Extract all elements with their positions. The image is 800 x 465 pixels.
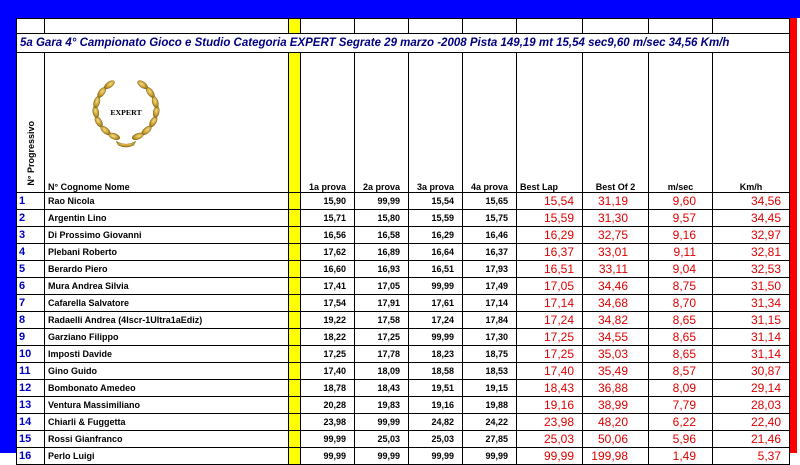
row-name: Di Prossimo Giovanni [45,227,289,244]
table-row [17,380,790,397]
row-kmh: 31,50 [713,278,790,295]
row-prova-4: 18,75 [463,346,517,363]
row-best-of-2: 34,46 [583,278,649,295]
row-prova-2: 18,43 [355,380,409,397]
row-prova-3: 18,23 [409,346,463,363]
row-number: 14 [17,414,45,431]
row-best-of-2: 32,75 [583,227,649,244]
header-kmh: Km/h [713,53,790,193]
row-msec: 8,65 [649,329,713,346]
row-prova-2: 17,78 [355,346,409,363]
row-best-of-2: 199,98 [583,448,649,465]
row-number: 3 [17,227,45,244]
row-number: 13 [17,397,45,414]
row-best-of-2: 33,11 [583,261,649,278]
row-best-of-2: 35,49 [583,363,649,380]
row-prova-3: 16,64 [409,244,463,261]
row-prova-1: 17,62 [301,244,355,261]
row-number: 16 [17,448,45,465]
row-name: Ventura Massimiliano [45,397,289,414]
row-kmh: 31,34 [713,295,790,312]
row-kmh: 32,53 [713,261,790,278]
row-prova-3: 25,03 [409,431,463,448]
yellow-column [289,448,301,465]
yellow-column [289,397,301,414]
row-prova-4: 17,14 [463,295,517,312]
row-msec: 8,65 [649,346,713,363]
row-best-lap: 15,59 [517,210,583,227]
blank-row [17,19,790,34]
row-prova-2: 16,89 [355,244,409,261]
yellow-column [289,431,301,448]
row-msec: 1,49 [649,448,713,465]
row-best-lap: 17,05 [517,278,583,295]
row-prova-2: 16,58 [355,227,409,244]
header-prova-1: 1a prova [301,53,355,193]
row-prova-3: 15,59 [409,210,463,227]
row-best-lap: 15,54 [517,193,583,210]
row-prova-1: 17,41 [301,278,355,295]
row-number: 15 [17,431,45,448]
row-best-lap: 17,24 [517,312,583,329]
row-prova-2: 99,99 [355,414,409,431]
row-prova-4: 17,30 [463,329,517,346]
row-prova-4: 16,37 [463,244,517,261]
table-row [17,261,790,278]
row-prova-3: 16,29 [409,227,463,244]
row-prova-1: 17,40 [301,363,355,380]
table-row [17,210,790,227]
row-best-lap: 19,16 [517,397,583,414]
table-row [17,431,790,448]
row-prova-2: 17,91 [355,295,409,312]
row-name: Perlo Luigi [45,448,289,465]
row-prova-4: 18,53 [463,363,517,380]
row-prova-3: 99,99 [409,278,463,295]
row-prova-4: 17,93 [463,261,517,278]
yellow-column [289,19,301,34]
row-number: 11 [17,363,45,380]
table-row [17,414,790,431]
yellow-column [289,363,301,380]
row-msec: 9,04 [649,261,713,278]
row-name: Rao Nicola [45,193,289,210]
row-best-lap: 17,14 [517,295,583,312]
row-prova-3: 99,99 [409,448,463,465]
row-prova-1: 16,56 [301,227,355,244]
header-progressivo [17,53,45,193]
row-prova-1: 17,54 [301,295,355,312]
row-name: Mura Andrea Silvia [45,278,289,295]
row-msec: 9,57 [649,210,713,227]
row-prova-1: 99,99 [301,448,355,465]
yellow-column [289,193,301,210]
row-best-lap: 16,29 [517,227,583,244]
row-prova-1: 15,71 [301,210,355,227]
row-number: 8 [17,312,45,329]
row-prova-2: 16,93 [355,261,409,278]
row-prova-2: 18,09 [355,363,409,380]
svg-text:EXPERT: EXPERT [110,107,142,117]
yellow-column [289,414,301,431]
row-msec: 8,65 [649,312,713,329]
table-row [17,244,790,261]
row-name: Garziano Filippo [45,329,289,346]
header-msec: m/sec [649,53,713,193]
row-prova-2: 25,03 [355,431,409,448]
row-prova-2: 99,99 [355,193,409,210]
row-kmh: 32,81 [713,244,790,261]
header-best-of-2: Best Of 2 [583,53,649,193]
row-number: 9 [17,329,45,346]
row-best-of-2: 34,55 [583,329,649,346]
name-header-label: N° Cognome Nome [48,182,130,192]
row-prova-3: 99,99 [409,329,463,346]
row-prova-4: 15,75 [463,210,517,227]
yellow-column [289,227,301,244]
table-row [17,329,790,346]
row-kmh: 21,46 [713,431,790,448]
row-prova-3: 16,51 [409,261,463,278]
row-kmh: 34,56 [713,193,790,210]
row-prova-3: 19,16 [409,397,463,414]
row-msec: 9,11 [649,244,713,261]
row-prova-3: 15,54 [409,193,463,210]
row-best-of-2: 31,30 [583,210,649,227]
row-msec: 6,22 [649,414,713,431]
row-msec: 7,79 [649,397,713,414]
yellow-column [289,261,301,278]
yellow-column [289,329,301,346]
title-row [17,34,790,53]
header-row [17,53,790,193]
laurel-wreath-logo [87,73,165,151]
table-row [17,227,790,244]
row-best-of-2: 31,19 [583,193,649,210]
row-number: 4 [17,244,45,261]
progressivo-label: N° Progressivo [25,121,36,186]
row-prova-4: 15,65 [463,193,517,210]
yellow-column [289,346,301,363]
row-prova-3: 17,24 [409,312,463,329]
row-name: Rossi Gianfranco [45,431,289,448]
row-best-of-2: 36,88 [583,380,649,397]
row-best-lap: 17,40 [517,363,583,380]
row-number: 10 [17,346,45,363]
yellow-column [289,278,301,295]
row-best-of-2: 48,20 [583,414,649,431]
row-name: Chiarli & Fuggetta [45,414,289,431]
row-prova-4: 17,84 [463,312,517,329]
row-prova-1: 23,98 [301,414,355,431]
row-best-lap: 99,99 [517,448,583,465]
row-prova-4: 19,15 [463,380,517,397]
row-prova-1: 99,99 [301,431,355,448]
row-prova-4: 27,85 [463,431,517,448]
table-row [17,193,790,210]
row-prova-3: 17,61 [409,295,463,312]
yellow-column [289,210,301,227]
results-table [16,18,790,465]
row-prova-1: 18,78 [301,380,355,397]
row-prova-1: 15,90 [301,193,355,210]
row-best-lap: 23,98 [517,414,583,431]
header-name [45,53,289,193]
row-prova-1: 17,25 [301,346,355,363]
row-prova-3: 24,82 [409,414,463,431]
row-name: Imposti Davide [45,346,289,363]
row-prova-4: 99,99 [463,448,517,465]
row-prova-2: 15,80 [355,210,409,227]
row-name: Bombonato Amedeo [45,380,289,397]
row-prova-2: 19,83 [355,397,409,414]
yellow-column [289,295,301,312]
race-title: 5a Gara 4° Campionato Gioco e Studio Categoria EXPERT Segrate 29 marzo -2008 Pista 149,19 mt 15,54 sec9,60 m/sec 34,56 Km/h [17,34,790,53]
table-row [17,397,790,414]
table-row [17,448,790,465]
row-msec: 8,75 [649,278,713,295]
row-prova-2: 17,05 [355,278,409,295]
right-red-bar [789,18,797,453]
header-prova-3: 3a prova [409,53,463,193]
row-prova-3: 19,51 [409,380,463,397]
row-prova-2: 17,58 [355,312,409,329]
row-best-of-2: 35,03 [583,346,649,363]
row-kmh: 32,97 [713,227,790,244]
row-msec: 9,16 [649,227,713,244]
row-name: Radaelli Andrea (4lscr-1Ultra1aEdiz) [45,312,289,329]
row-msec: 8,70 [649,295,713,312]
row-prova-1: 16,60 [301,261,355,278]
top-blue-bar [0,0,800,18]
row-name: Plebani Roberto [45,244,289,261]
row-best-lap: 16,37 [517,244,583,261]
row-name: Gino Guido [45,363,289,380]
row-msec: 5,96 [649,431,713,448]
row-number: 1 [17,193,45,210]
row-kmh: 31,14 [713,346,790,363]
table-row [17,295,790,312]
row-best-of-2: 50,06 [583,431,649,448]
yellow-column [289,380,301,397]
row-prova-1: 18,22 [301,329,355,346]
row-name: Berardo Piero [45,261,289,278]
row-prova-4: 17,49 [463,278,517,295]
header-prova-4: 4a prova [463,53,517,193]
row-prova-4: 24,22 [463,414,517,431]
row-number: 12 [17,380,45,397]
row-kmh: 31,14 [713,329,790,346]
row-best-lap: 17,25 [517,346,583,363]
row-best-lap: 25,03 [517,431,583,448]
row-best-of-2: 38,99 [583,397,649,414]
row-prova-1: 20,28 [301,397,355,414]
row-best-lap: 18,43 [517,380,583,397]
row-name: Argentin Lino [45,210,289,227]
row-prova-3: 18,58 [409,363,463,380]
row-best-of-2: 34,68 [583,295,649,312]
row-best-lap: 16,51 [517,261,583,278]
row-prova-1: 19,22 [301,312,355,329]
row-kmh: 29,14 [713,380,790,397]
row-kmh: 22,40 [713,414,790,431]
yellow-column [289,53,301,193]
table-row [17,346,790,363]
row-number: 5 [17,261,45,278]
row-prova-2: 99,99 [355,448,409,465]
table-row [17,312,790,329]
row-best-of-2: 34,82 [583,312,649,329]
row-number: 6 [17,278,45,295]
table-row [17,278,790,295]
row-kmh: 31,15 [713,312,790,329]
header-prova-2: 2a prova [355,53,409,193]
row-msec: 9,60 [649,193,713,210]
row-kmh: 34,45 [713,210,790,227]
row-msec: 8,09 [649,380,713,397]
left-blue-bar [0,18,16,453]
row-kmh: 5,37 [713,448,790,465]
header-best-lap: Best Lap [517,53,583,193]
row-best-of-2: 33,01 [583,244,649,261]
row-number: 2 [17,210,45,227]
row-prova-4: 16,46 [463,227,517,244]
table-row [17,363,790,380]
row-name: Cafarella Salvatore [45,295,289,312]
row-prova-4: 19,88 [463,397,517,414]
yellow-column [289,244,301,261]
row-msec: 8,57 [649,363,713,380]
row-number: 7 [17,295,45,312]
yellow-column [289,312,301,329]
row-kmh: 28,03 [713,397,790,414]
row-prova-2: 17,25 [355,329,409,346]
row-best-lap: 17,25 [517,329,583,346]
row-kmh: 30,87 [713,363,790,380]
